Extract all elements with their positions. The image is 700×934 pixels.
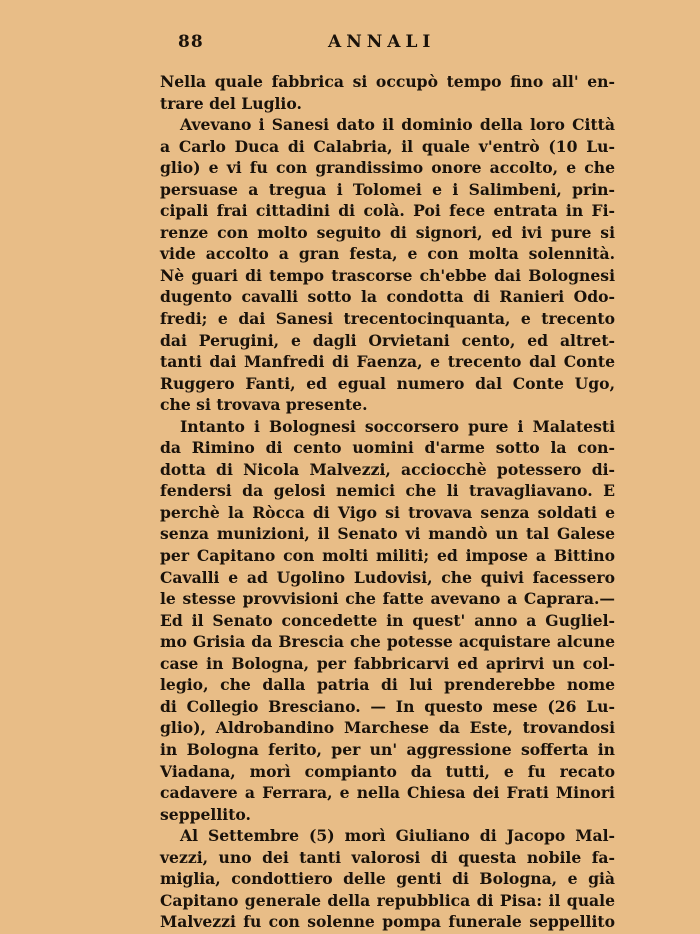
text-line: Intanto i Bolognesi soccorsero pure i Malatesti bbox=[180, 416, 615, 436]
text-line: dugento cavalli sotto la condotta di Ranieri Odo- bbox=[160, 287, 615, 307]
text-line: Nè guari di tempo trascorse ch'ebbe dai Bolognesi bbox=[160, 265, 615, 285]
text-line: Avevano i Sanesi dato il dominio della loro Città bbox=[180, 115, 615, 135]
text-line: a Carlo Duca di Calabria, il quale v'entrò (10 Lu- bbox=[160, 136, 615, 156]
text-line: glio), Aldrobandino Marchese da Este, trovandosi bbox=[160, 718, 615, 738]
text-line: dotta di Nicola Malvezzi, acciocchè potessero di- bbox=[160, 459, 615, 479]
running-title: ANNALI bbox=[328, 32, 436, 52]
text-line: Ed il Senato concedette in quest' anno a Gugliel- bbox=[160, 610, 615, 630]
text-line: seppellito. bbox=[160, 804, 251, 824]
text-line: miglia, condottiero delle genti di Bologna, e già bbox=[160, 869, 615, 889]
text-line: renze con molto seguito di signori, ed ivi pure si bbox=[160, 222, 615, 242]
text-line: Malvezzi fu con solenne pompa funerale seppellito bbox=[160, 912, 615, 932]
text-line: trare del Luglio. bbox=[160, 93, 302, 113]
text-line: glio) e vi fu con grandissimo onore accolto, e che bbox=[160, 158, 615, 178]
text-line: che si trovava presente. bbox=[160, 395, 368, 415]
text-line: per Capitano con molti militi; ed impose a Bittino bbox=[160, 546, 615, 566]
text-line: tanti dai Manfredi di Faenza, e trecento dal Conte bbox=[160, 352, 615, 372]
text-line: cadavere a Ferrara, e nella Chiesa dei Frati Minori bbox=[160, 783, 615, 803]
text-line: vide accolto a gran festa, e con molta solennità. bbox=[160, 244, 615, 264]
text-line: vezzi, uno dei tanti valorosi di questa nobile fa- bbox=[160, 847, 615, 867]
page-number: 88 bbox=[178, 32, 204, 52]
text-line: perchè la Ròcca di Vigo si trovava senza soldati e bbox=[160, 502, 615, 522]
text-line: case in Bologna, per fabbricarvi ed aprirvi un col- bbox=[160, 653, 615, 673]
text-line: fredi; e dai Sanesi trecentocinquanta, e trecento bbox=[160, 309, 615, 329]
text-line: Cavalli e ad Ugolino Ludovisi, che quivi facessero bbox=[160, 567, 615, 587]
text-line: di Collegio Bresciano. — In questo mese (26 Lu- bbox=[160, 696, 615, 716]
text-line: persuase a tregua i Tolomei e i Salimbeni, prin- bbox=[160, 179, 615, 199]
text-line: Al Settembre (5) morì Giuliano di Jacopo Mal- bbox=[180, 826, 615, 846]
text-line: le stesse provvisioni che fatte avevano a Caprara.— bbox=[160, 589, 615, 609]
text-line: senza munizioni, il Senato vi mandò un tal Galese bbox=[160, 524, 615, 544]
text-line: Ruggero Fanti, ed egual numero dal Conte Ugo, bbox=[160, 373, 615, 393]
body-text bbox=[160, 71, 615, 933]
text-line: Nella quale fabbrica si occupò tempo fino all' en- bbox=[160, 72, 615, 91]
text-line: mo Grisia da Brescia che potesse acquistare alcune bbox=[160, 632, 615, 652]
text-line: cipali frai cittadini di colà. Poi fece entrata in Fi- bbox=[160, 201, 615, 221]
text-line: fendersi da gelosi nemici che li travagliavano. E bbox=[160, 481, 615, 501]
text-line: legio, che dalla patria di lui prenderebbe nome bbox=[160, 675, 615, 695]
text-line: dai Perugini, e dagli Orvietani cento, ed altret- bbox=[160, 330, 615, 350]
text-line: Capitano generale della repubblica di Pisa: il quale bbox=[160, 890, 615, 910]
text-line: Viadana, morì compianto da tutti, e fu recato bbox=[160, 761, 615, 781]
page-header bbox=[178, 32, 442, 56]
text-line: da Rimino di cento uomini d'arme sotto la con- bbox=[160, 438, 615, 458]
text-line: in Bologna ferito, per un' aggressione sofferta in bbox=[160, 739, 615, 759]
